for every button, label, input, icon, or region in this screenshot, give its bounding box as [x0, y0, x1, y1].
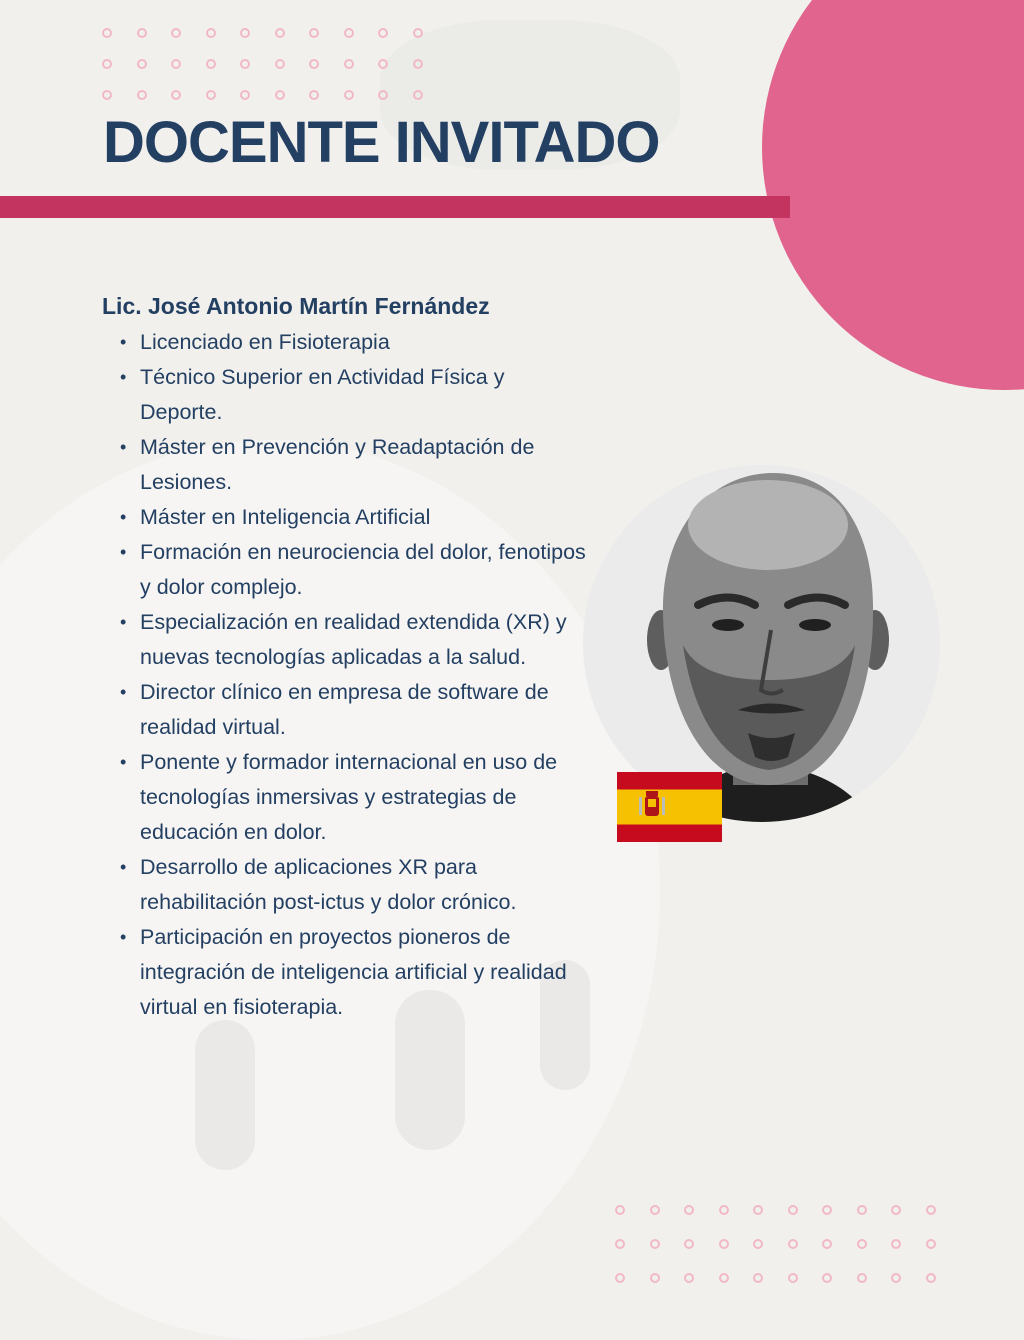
- background-shape: [195, 1020, 255, 1170]
- decorative-dot: [413, 90, 423, 100]
- decorative-dot: [822, 1239, 832, 1249]
- list-item: • Formación en neurociencia del dolor, fenotipos y dolor complejo.: [140, 535, 590, 605]
- decorative-dot: [891, 1273, 901, 1283]
- decorative-dot: [684, 1273, 694, 1283]
- decorative-dot: [344, 28, 354, 38]
- teacher-name: Lic. José Antonio Martín Fernández: [102, 293, 490, 319]
- list-item: • Desarrollo de aplicaciones XR para rehabilitación post-ictus y dolor crónico.: [140, 850, 590, 920]
- portrait-illustration: [583, 465, 940, 822]
- decorative-dot: [309, 90, 319, 100]
- decorative-dot: [650, 1273, 660, 1283]
- decorative-dot: [413, 28, 423, 38]
- decorative-dot: [615, 1273, 625, 1283]
- decorative-dot: [378, 90, 388, 100]
- teacher-photo: [583, 465, 940, 822]
- decorative-dot: [206, 59, 216, 69]
- decorative-dot: [857, 1205, 867, 1215]
- decorative-dot: [309, 28, 319, 38]
- decorative-dot: [171, 28, 181, 38]
- decorative-dot: [615, 1239, 625, 1249]
- decorative-dot: [378, 28, 388, 38]
- decorative-dot: [378, 59, 388, 69]
- decorative-dot: [102, 59, 112, 69]
- decorative-dot: [137, 28, 147, 38]
- dot-pattern-bottom: [615, 1205, 960, 1307]
- decorative-dot: [719, 1205, 729, 1215]
- decorative-dot: [309, 59, 319, 69]
- decorative-dot: [275, 90, 285, 100]
- decorative-dot: [206, 28, 216, 38]
- decorative-dot: [102, 90, 112, 100]
- decorative-dot: [753, 1273, 763, 1283]
- decorative-dot: [137, 90, 147, 100]
- list-item: • Máster en Prevención y Readaptación de Lesiones.: [140, 430, 590, 500]
- decorative-dot: [240, 28, 250, 38]
- decorative-dot: [719, 1239, 729, 1249]
- decorative-dot: [137, 59, 147, 69]
- decorative-dot: [171, 59, 181, 69]
- decorative-dot: [926, 1239, 936, 1249]
- decorative-header-bar: [0, 196, 790, 218]
- decorative-dot: [788, 1239, 798, 1249]
- list-item: • Participación en proyectos pioneros de integración de inteligencia artificial y realidad virtual en fisioterapia.: [140, 920, 590, 1025]
- list-item: • Especialización en realidad extendida (XR) y nuevas tecnologías aplicadas a la salud.: [140, 605, 590, 675]
- credentials-list: [140, 325, 590, 1025]
- decorative-dot: [926, 1205, 936, 1215]
- decorative-dot: [275, 59, 285, 69]
- decorative-pink-circle: [762, 0, 1024, 390]
- decorative-dot: [275, 28, 285, 38]
- decorative-dot: [684, 1239, 694, 1249]
- decorative-dot: [344, 59, 354, 69]
- decorative-dot: [413, 59, 423, 69]
- decorative-dot: [788, 1205, 798, 1215]
- decorative-dot: [650, 1205, 660, 1215]
- decorative-dot: [650, 1239, 660, 1249]
- decorative-dot: [719, 1273, 729, 1283]
- decorative-dot: [753, 1205, 763, 1215]
- list-item: • Técnico Superior en Actividad Física y Deporte.: [140, 360, 590, 430]
- decorative-dot: [102, 28, 112, 38]
- decorative-dot: [857, 1273, 867, 1283]
- decorative-dot: [891, 1205, 901, 1215]
- decorative-dot: [822, 1273, 832, 1283]
- page-title: DOCENTE INVITADO: [103, 110, 660, 175]
- decorative-dot: [206, 90, 216, 100]
- decorative-dot: [753, 1239, 763, 1249]
- decorative-dot: [857, 1239, 867, 1249]
- decorative-dot: [788, 1273, 798, 1283]
- list-item: • Máster en Inteligencia Artificial: [140, 500, 590, 535]
- decorative-dot: [240, 59, 250, 69]
- list-item: • Director clínico en empresa de software de realidad virtual.: [140, 675, 590, 745]
- list-item: • Ponente y formador internacional en uso de tecnologías inmersivas y estrategias de educación en dolor.: [140, 745, 590, 850]
- decorative-dot: [344, 90, 354, 100]
- decorative-dot: [240, 90, 250, 100]
- decorative-dot: [822, 1205, 832, 1215]
- spain-flag-icon: [617, 772, 722, 842]
- decorative-dot: [926, 1273, 936, 1283]
- decorative-dot: [891, 1239, 901, 1249]
- decorative-dot: [615, 1205, 625, 1215]
- decorative-dot: [171, 90, 181, 100]
- list-item: • Licenciado en Fisioterapia: [140, 325, 590, 360]
- decorative-dot: [684, 1205, 694, 1215]
